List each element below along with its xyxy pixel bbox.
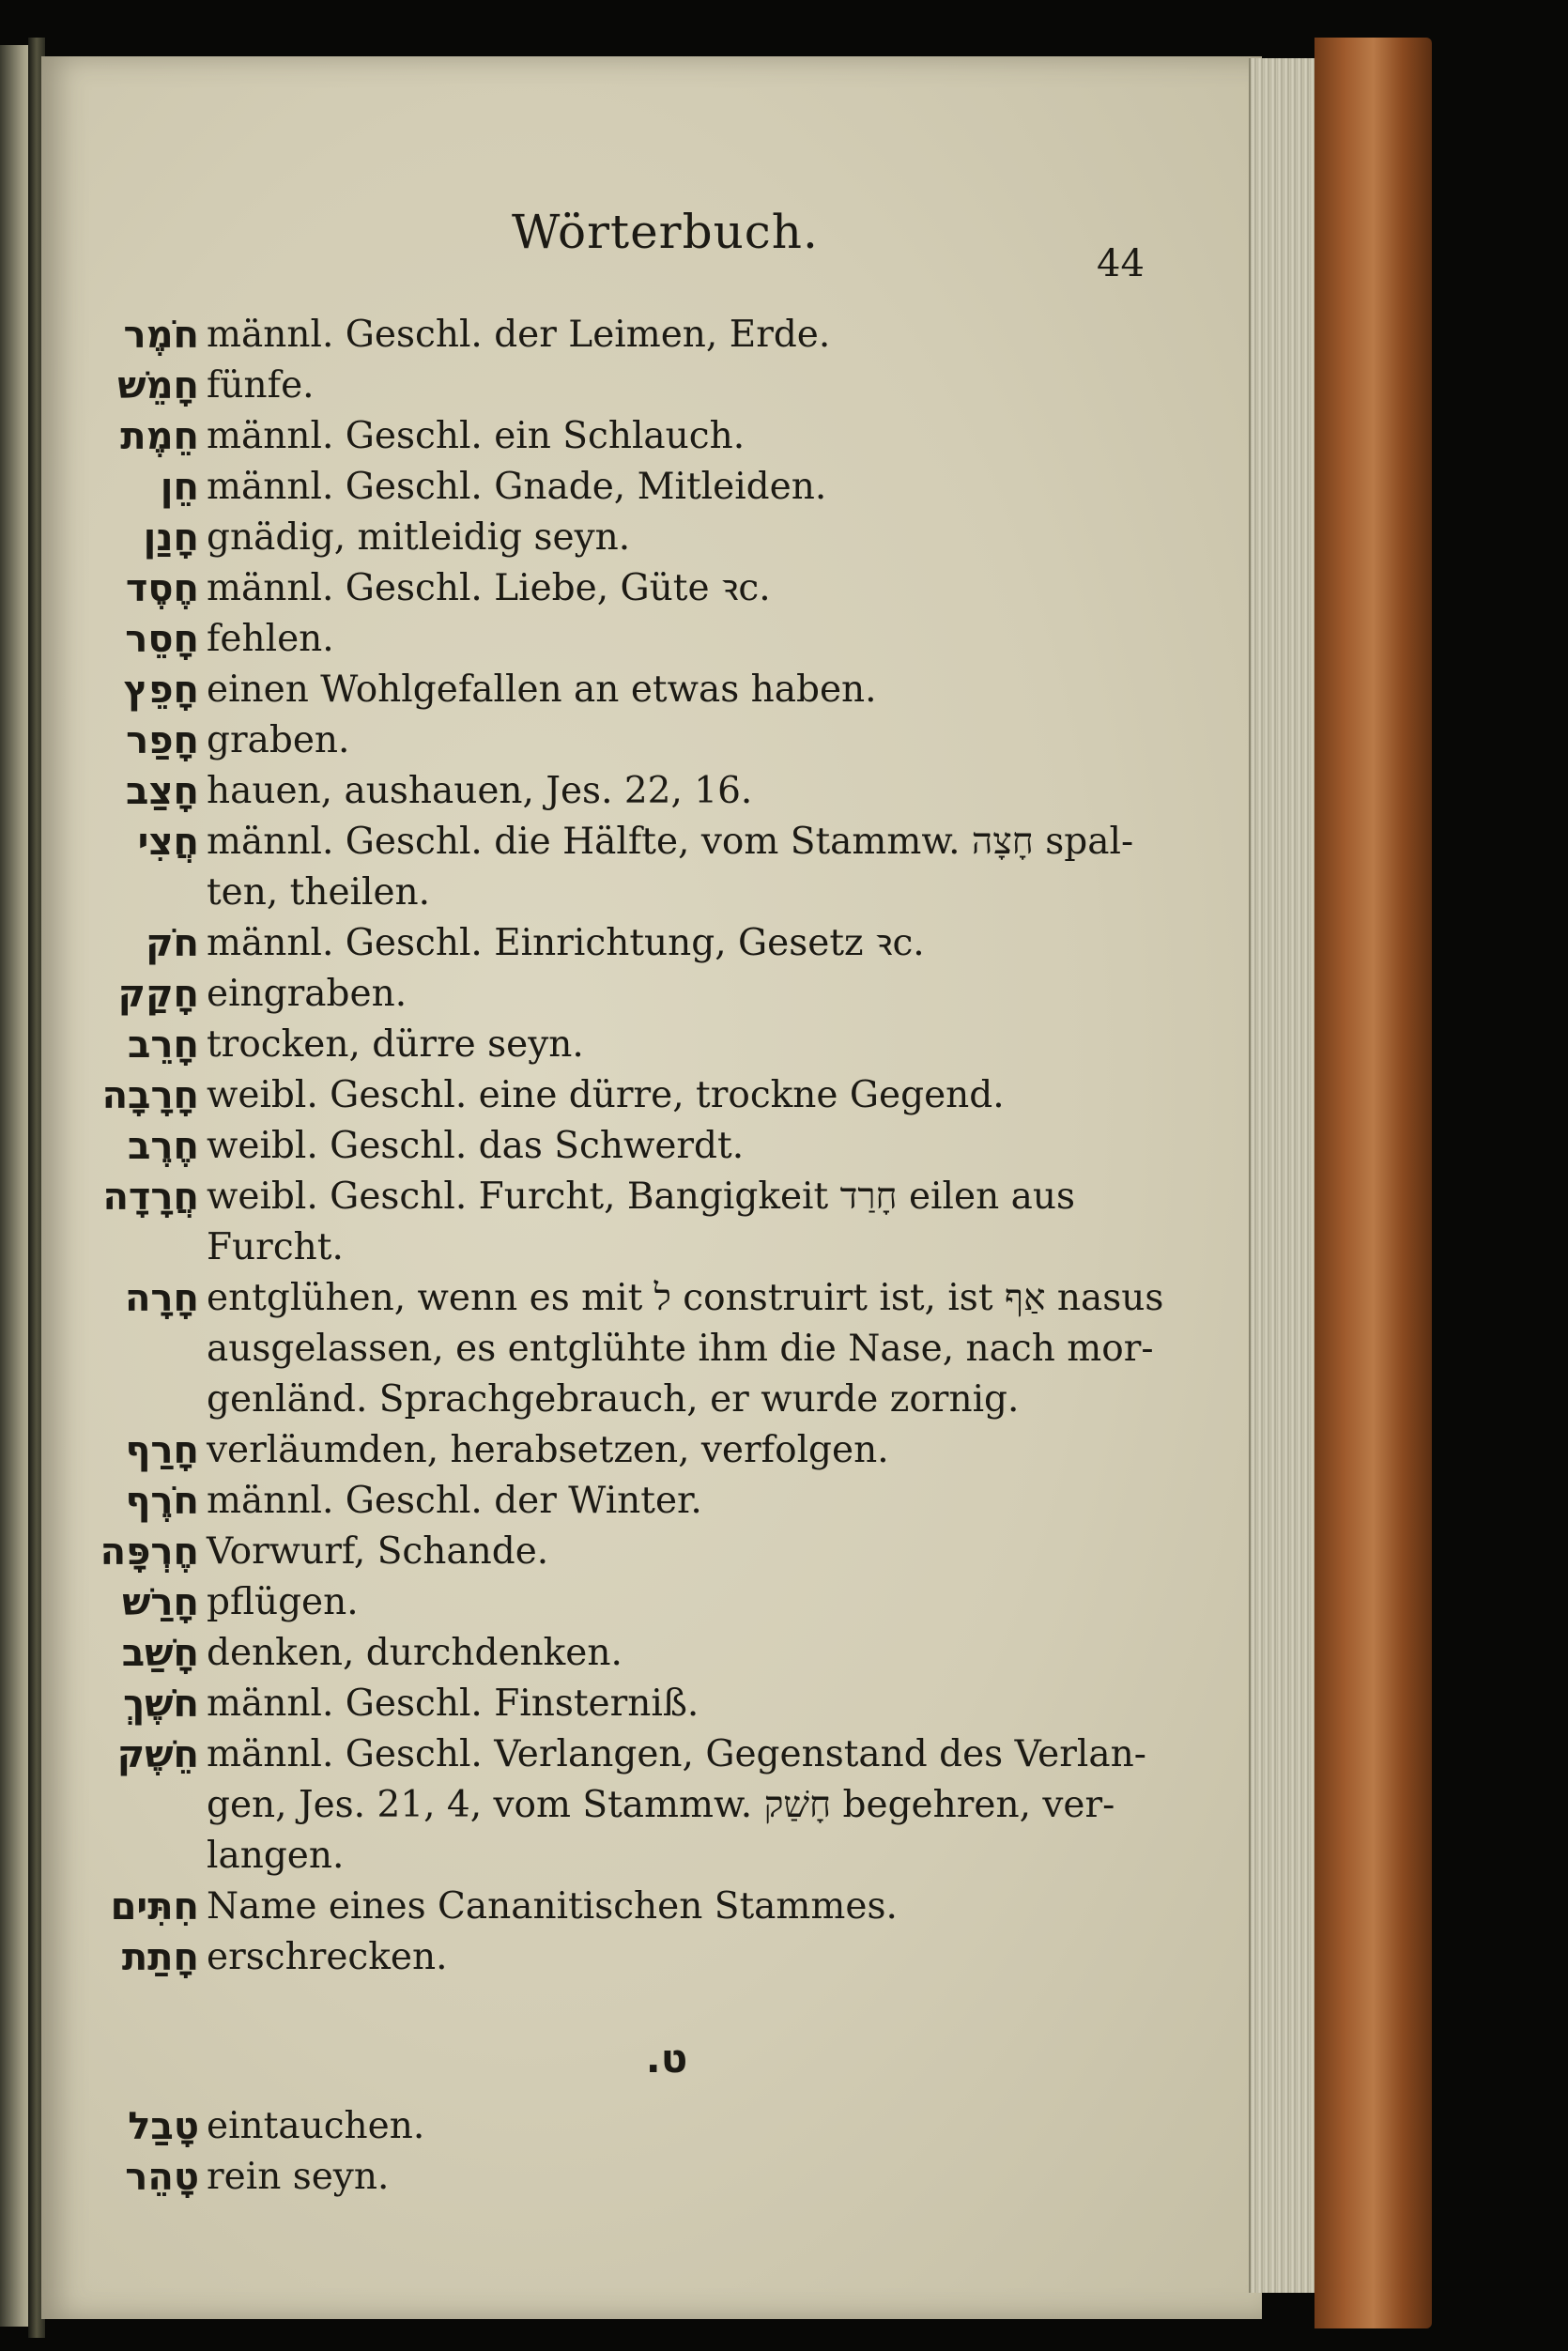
hebrew-headword: חָקַק: [117, 973, 199, 1016]
hebrew-headword: חֹק: [146, 922, 199, 965]
definition: männl. Geschl. der Leimen, Erde.: [207, 314, 831, 356]
dictionary-entry: [103, 1932, 1174, 1983]
definition: graben.: [207, 719, 350, 761]
hebrew-headword: חָפַר: [126, 719, 199, 762]
book-cover: [1314, 38, 1432, 2328]
dictionary-entry: [103, 513, 1174, 563]
page-edges: [1249, 58, 1321, 2293]
dictionary-entry: [103, 1882, 1174, 1932]
definition: männl. Geschl. Gnade, Mitleiden.: [207, 466, 827, 508]
dictionary-entry: [103, 1729, 1174, 1882]
dictionary-entry: [103, 665, 1174, 715]
definition: pflügen.: [207, 1581, 359, 1623]
definition: männl. Geschl. Finsterniß.: [207, 1683, 699, 1725]
hebrew-headword: חָשַׁב: [121, 1632, 199, 1675]
definition: einen Wohlgefallen an etwas haben.: [207, 668, 877, 711]
dictionary-entry: [103, 1121, 1174, 1172]
definition: männl. Geschl. die Hälfte, vom Stammw. חָצָה spal-: [207, 821, 1134, 863]
dictionary-entry: [103, 918, 1174, 969]
dictionary-entry: [100, 1527, 1174, 1577]
dictionary-entry: [103, 1172, 1174, 1273]
hebrew-headword: חִתִּים: [110, 1885, 199, 1928]
definition: männl. Geschl. Liebe, Güte ꝛc.: [207, 567, 771, 609]
hebrew-headword: חָתַת: [121, 1936, 199, 1979]
dictionary-entry: [103, 2101, 1174, 2152]
definition-continuation: gen, Jes. 21, 4, vom Stammw. חָשַׁק begehren, ver-: [207, 1784, 1115, 1826]
dictionary-entry: [103, 1476, 1174, 1527]
definition: rein seyn.: [207, 2156, 390, 2198]
definition-continuation: genländ. Sprachgebrauch, er wurde zornig.: [207, 1378, 1020, 1421]
dictionary-entry: [103, 1273, 1174, 1425]
dictionary-entry: [103, 766, 1174, 817]
hebrew-headword: חָפֵץ: [123, 668, 199, 712]
hebrew-headword: חֵמֶת: [120, 415, 199, 458]
page-number: 44: [1097, 242, 1145, 285]
dictionary-entry: [103, 1628, 1174, 1679]
hebrew-headword: טָהֵר: [125, 2156, 199, 2199]
definition: männl. Geschl. Einrichtung, Gesetz ꝛc.: [207, 922, 925, 964]
definition: männl. Geschl. ein Schlauch.: [207, 415, 746, 457]
dictionary-entry: [103, 361, 1174, 411]
dictionary-entry: [103, 614, 1174, 665]
dictionary-entry: [103, 1577, 1174, 1628]
definition: weibl. Geschl. eine dürre, trockne Gegend.: [207, 1074, 1005, 1116]
definition: verläumden, herabsetzen, verfolgen.: [207, 1429, 889, 1471]
hebrew-headword: חָמֵשׁ: [117, 364, 199, 407]
dictionary-entry: [103, 411, 1174, 462]
dictionary-entry: [103, 563, 1174, 614]
definition: erschrecken.: [207, 1936, 448, 1978]
definition: denken, durchdenken.: [207, 1632, 623, 1674]
hebrew-headword: חָרַף: [125, 1429, 199, 1472]
definition-continuation: langen.: [207, 1835, 345, 1877]
dictionary-entry: [103, 310, 1174, 361]
hebrew-headword: חֵשֶׁק: [116, 1733, 199, 1776]
definition: Vorwurf, Schande.: [207, 1530, 549, 1573]
definition: Name eines Cananitischen Stammes.: [207, 1885, 898, 1928]
hebrew-headword: חֹמֶר: [123, 314, 199, 357]
hebrew-headword: חֶסֶד: [125, 567, 199, 610]
dictionary-entries: [100, 310, 1174, 2203]
hebrew-headword: חֲרָדָה: [102, 1176, 199, 1219]
section-letter-heading: ט.: [645, 2036, 688, 2082]
hebrew-headword: חֶרְפָּה: [100, 1530, 199, 1574]
hebrew-headword: חָרָבָה: [101, 1074, 199, 1117]
hebrew-headword: חֶרֶב: [128, 1125, 199, 1168]
dictionary-entry: [103, 1425, 1174, 1476]
dictionary-entry: [103, 462, 1174, 513]
hebrew-headword: חֲצִי: [137, 821, 199, 864]
dictionary-entry: [103, 2152, 1174, 2203]
dictionary-entry: [103, 1020, 1174, 1070]
definition: männl. Geschl. Verlangen, Gegenstand des Verlan-: [207, 1733, 1146, 1775]
running-head: Wörterbuch.: [512, 205, 819, 259]
hebrew-headword: חֹשֶׁךְ: [123, 1683, 199, 1726]
definition: eingraben.: [207, 973, 407, 1015]
definition: gnädig, mitleidig seyn.: [207, 516, 631, 559]
definition: weibl. Geschl. Furcht, Bangigkeit חָרַד eilen aus: [207, 1176, 1075, 1218]
dictionary-entry: [103, 1679, 1174, 1729]
hebrew-headword: טָבַל: [128, 2105, 199, 2148]
hebrew-headword: חָרַשׁ: [122, 1581, 199, 1624]
dictionary-entry: [103, 969, 1174, 1020]
hebrew-headword: חֹרֶף: [125, 1480, 199, 1523]
definition: trocken, dürre seyn.: [207, 1023, 584, 1066]
definition: fünfe.: [207, 364, 315, 407]
dictionary-entry: [103, 715, 1174, 766]
definition: männl. Geschl. der Winter.: [207, 1480, 702, 1522]
definition: fehlen.: [207, 618, 334, 660]
dictionary-entry: [103, 1070, 1174, 1121]
hebrew-headword: חָרָה: [124, 1277, 199, 1320]
hebrew-headword: חָנַן: [143, 516, 199, 560]
definition: entglühen, wenn es mit ל construirt ist, ist אַף nasus: [207, 1277, 1164, 1319]
definition-continuation: ausgelassen, es entglühte ihm die Nase, nach mor-: [207, 1328, 1154, 1370]
definition-continuation: ten, theilen.: [207, 871, 431, 914]
hebrew-headword: חֵן: [160, 466, 199, 509]
definition: eintauchen.: [207, 2105, 425, 2147]
hebrew-headword: חָרֵב: [128, 1023, 199, 1067]
definition: hauen, aushauen, Jes. 22, 16.: [207, 770, 753, 812]
hebrew-headword: חָסֵר: [125, 618, 199, 661]
definition: weibl. Geschl. das Schwerdt.: [207, 1125, 745, 1167]
dictionary-entry: [103, 817, 1174, 918]
hebrew-headword: חָצַב: [126, 770, 199, 813]
definition-continuation: Furcht.: [207, 1226, 344, 1268]
